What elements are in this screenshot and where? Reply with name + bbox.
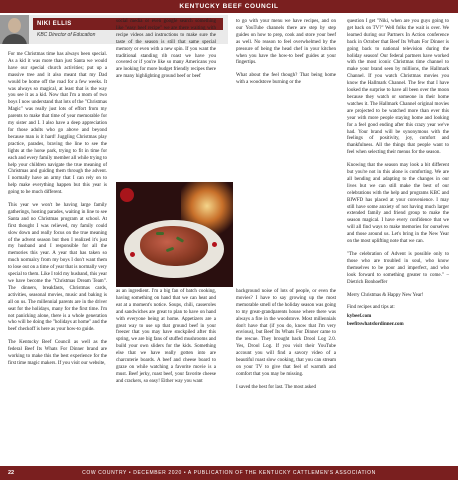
header-bar	[0, 0, 458, 13]
resources-label: Find recipes and tips at:	[347, 305, 395, 311]
paragraph: social media or even google search something like "easy beef recipe" we are there waiting with recipe videos and instructions to make sure the taste of the season is still that same special memory or even with a new spin. If you want the traditional standing rib roast we have you covered or if you're like so many Americans you are looking for more budget friendly recipes there are many highlighting ground beef or beef	[116, 19, 216, 80]
author-photo-head	[8, 18, 21, 33]
column-3-top	[236, 19, 336, 244]
paragraph: I saved the best for last. The most asked	[236, 384, 317, 390]
column-4	[347, 19, 449, 459]
paragraph: background noise of lots of people, or even the movies? I have to say growing up the most memorable smell of the holiday season was going to my great-grandparents house where there was always a fire in the woodstove. Most millennials don't have that (if you do, know that I'm very envious), but Beef Its Whats For Dinner came to the rescue. They brought back Drool Log 2.0. Yes, Drool Log. If you visit their YouTube account you will find a savory video of a beautiful roast slow cooking, that you can stream on your TV to give that feel of warmth and comfort that you may be missing.	[236, 289, 336, 377]
paragraph: to go with your menu we have recipes, and on our YouTube channels there are step by step guides on how to prep, cook and store your beef as well. No reason to feel overwhelmed by the pressure of being the head chef in your kitchen when you have the how-to beef guides at your fingertips.	[236, 19, 336, 66]
column-1	[8, 52, 107, 452]
paragraph: This year we won't be having large family gatherings, hosting parades, waiting in line to see Santa and no Christmas program at school. At first thought I was relieved, my family could slow down and really focus on the true meaning of the advent season but then I realized it's just my husband and I responsible for all the memories this year. A year that has taken so much normalcy from my boys I don't want them to lose out on a time of year that is normally very special to them. Like I told my husband, this year we have become the "Christmas Dream Team". The dinners, breakfasts, Christmas cards, activities, seasonal movies, music and baking is all on us. The millennial parents are in the driver seat for the holidays, many for the first time. I'm not panicking alone, there is a whole generation who will be doing the "holidays at home" and the beef checkoff is here as your how-to guide.	[8, 203, 108, 333]
publication-info: COW COUNTRY • DECEMBER 2020 • A PUBLICATION OF THE KENTUCKY CATTLEMEN'S ASSOCIATION	[82, 470, 376, 476]
quote: "The celebration of Advent is possible only to those who are troubled in soul, who know themselves to be poor and imperfect, and who look forward to something greater to come." – Dietrich Bonhoeffer	[347, 252, 449, 285]
ornament-icon	[120, 188, 134, 202]
website-link-biwfd[interactable]: beefitswhatsfordinner.com	[347, 322, 404, 328]
paragraph: For me Christmas time has always been special. As a kid it was more than just Santa we would have our special church activities; put up a massive tree and it also meant that my Dad would be home off the road for a few weeks. It was always so magical, at least that is the way you see it as a kid. Now that I'm a mom of two boys I now understand that lots of the "Christmas Magic" was really just lots of effort from my parents to make that time of year memorable for my sister and I. I also have a deep appreciation for those adults who go above and beyond because man is it hard! Juggling Christmas play practice, parades, braving the line to see the lights at the horse park, trying to fit in time for each and every family member all while trying to help your children navigate the true meaning of Christmas and guiding them through the advent. I normally have an army that I can rely on to help make everything happen but this year is going to be much different.	[8, 52, 107, 196]
roast-beef	[140, 226, 208, 266]
page-number: 22	[8, 470, 15, 476]
author-photo	[0, 15, 29, 44]
cranberry	[212, 242, 217, 247]
footer-bar	[0, 466, 458, 480]
author-role: KBC Director of Education	[37, 32, 96, 38]
header-title: KENTUCKY BEEF COUNCIL	[179, 3, 279, 10]
author-name: NIKI ELLIS	[33, 18, 223, 30]
holiday-roast-photo	[116, 182, 233, 287]
column-3-bottom	[236, 289, 336, 454]
author-photo-shoulders	[2, 34, 27, 44]
cranberry	[130, 252, 135, 257]
column-2-bottom	[116, 289, 216, 454]
closing-greeting: Merry Christmas & Happy New Year!	[347, 292, 424, 298]
paragraph: as an ingredient. I'm a big fan of batch cooking, having something on hand that we can heat and eat at a moment's notice. Soups, chili, casseroles and sandwiches are great to plan to have on hand with everyone being at home. Appetizers are a great way to use up that ground beef in your freezer that you may have stockpiled after this spring, we are big fans of stuffed mushrooms and build your own sliders for the kids. Something else that we have really gotten into are charcuterie boards. A beef and cheese board to graze on while watching a favorite movie is a must. Beef jerky, roast beef, your favorite cheese and crackers, so easy! Either way you want	[116, 289, 216, 384]
website-link-kybeef[interactable]: kybeef.com	[347, 314, 372, 320]
paragraph: question I get "Niki, when are you guys going to get back on TV?" Well folks the wait is over. We learned during our Partners In Action conference back in October that Beef Its Whats For Dinner is going back to national television during the holiday season! Our federal partners have worked with the most iconic Christmas time channel to make your brand seen by millions, the Hallmark Channel. If you watch Christmas movies you know the Hallmark Channel. The few that I have looked the surprise to have all been over the moon because they watch or someone in their home watches it. The Hallmark Channel original movies are projected to be watched more than ever this year with more people staying home and looking for a feel good ending after this crazy year we've had. Your brand will be synonymous with the feelings of positivity, joy, comfort and thankfulness. All the things that people want to feel when selecting their menus for the season.	[347, 19, 449, 156]
paragraph: What about the feel though? That being home with a woodstove burning or the	[236, 73, 336, 86]
herb-garnish	[156, 232, 164, 235]
paragraph: The Kentucky Beef Council as well as the federal Beef Its Whats For Dinner brand are working to make this the best experience for the first time magic makers. If you visit our website,	[8, 340, 107, 366]
paragraph: Knowing that the season may look a bit different but you're not in this alone is comforting. We are all bending and adapting to the changes in our lives but we can still make the best of our celebrations with the help and programs KBC and BIWFD has placed at your convenience. I may still have some anxiety of not having much larger extended family and friend group to make the season magical. I have every confidence that we will all find ways to make memories for ourselves and those around us. Let's bring in the New Year on the most uplifting note that we can.	[347, 163, 449, 245]
